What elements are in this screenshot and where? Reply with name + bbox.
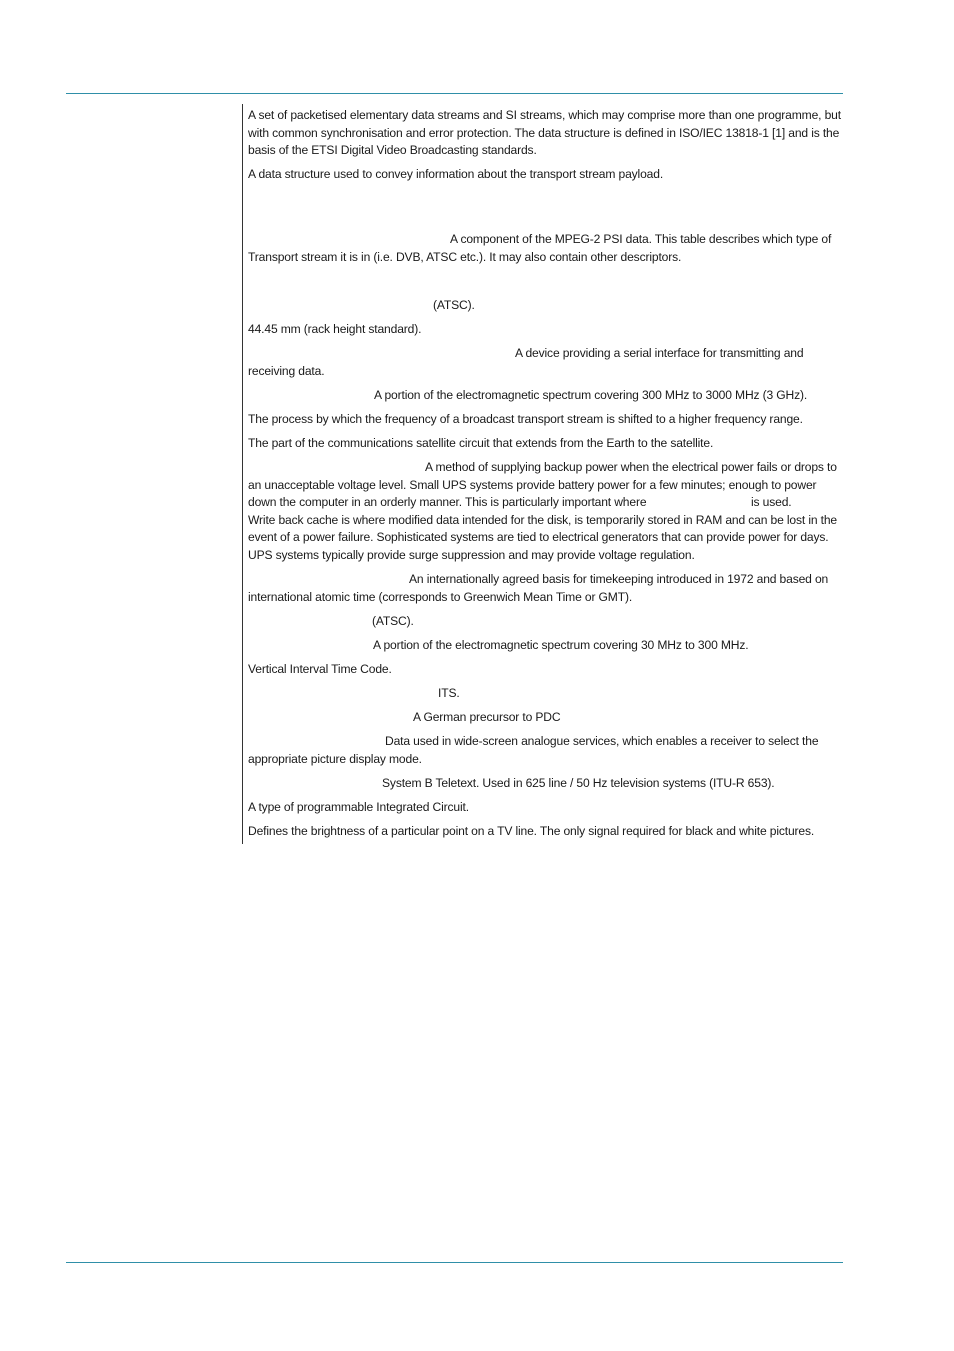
glossary-definition xyxy=(248,459,846,565)
glossary-definition xyxy=(248,661,846,679)
glossary-definition xyxy=(248,435,846,453)
definition-line: 44.45 mm (rack height standard). xyxy=(248,322,422,336)
glossary-definition xyxy=(248,571,846,606)
glossary-definition xyxy=(248,166,846,184)
definition-line: Defines the brightness of a particular point on a TV line. The only signal required for black and white pictures. xyxy=(248,824,815,838)
definition-line: event of a power failure. Sophisticated systems are tied to electrical generators that can provide power for days. xyxy=(248,530,829,545)
glossary-definition xyxy=(248,685,846,703)
definition-line: The process by which the frequency of a broadcast transport stream is shifted to a higher frequency range. xyxy=(248,412,803,426)
definition-line: A type of programmable Integrated Circuit. xyxy=(248,800,469,814)
definition-line: UPS systems typically provide surge suppression and may provide voltage regulation. xyxy=(248,547,695,562)
glossary-definition xyxy=(248,775,846,793)
definition-line: A set of packetised elementary data streams and SI streams, which may comprise more than one programme, but xyxy=(248,108,841,122)
definition-line: international atomic time (corresponds to Greenwich Mean Time or GMT). xyxy=(248,589,633,604)
definition-line: A device providing a serial interface for transmitting and xyxy=(515,346,804,360)
definition-line: (ATSC). xyxy=(433,298,475,312)
glossary-definition xyxy=(248,321,846,339)
definition-line: A component of the MPEG-2 PSI data. This table describes which type of xyxy=(450,232,832,246)
glossary-definition xyxy=(248,345,846,380)
definition-line: basis of the ETSI Digital Video Broadcasting standards. xyxy=(248,143,537,158)
definition-line: ITS. xyxy=(438,686,460,700)
definition-line: A German precursor to PDC xyxy=(413,710,561,724)
glossary-definition xyxy=(248,297,846,315)
glossary-definition xyxy=(248,799,846,817)
definition-line: with common synchronisation and error protection. The data structure is defined in ISO/IEC 13818-1 [1] and is the xyxy=(248,125,840,140)
footer-rule xyxy=(66,1262,843,1263)
definition-line: An internationally agreed basis for timekeeping introduced in 1972 and based on xyxy=(409,572,829,586)
definition-line: System B Teletext. Used in 625 line / 50 Hz television systems (ITU-R 653). xyxy=(382,776,775,790)
definition-line: A portion of the electromagnetic spectrum covering 300 MHz to 3000 MHz (3 GHz). xyxy=(374,388,808,402)
definition-line: Transport stream it is in (i.e. DVB, ATSC etc.). It may also contain other descriptors. xyxy=(248,249,682,264)
definition-line: Data used in wide-screen analogue services, which enables a receiver to select the xyxy=(385,734,819,748)
glossary-definition xyxy=(248,823,846,841)
glossary-definition xyxy=(248,411,846,429)
glossary-definition xyxy=(248,733,846,768)
glossary-definition xyxy=(248,637,846,655)
definition-line: The part of the communications satellite circuit that extends from the Earth to the satellite. xyxy=(248,436,714,450)
glossary-definition xyxy=(248,613,846,631)
definition-line: down the computer in an orderly manner. This is particularly important where xyxy=(248,495,647,510)
definition-line: Write back cache is where modified data intended for the disk, is temporarily stored in RAM and can be lost in the xyxy=(248,512,838,527)
definition-line: A portion of the electromagnetic spectrum covering 30 MHz to 300 MHz. xyxy=(373,638,749,652)
glossary-definition xyxy=(248,709,846,727)
definition-line-tail: is used. xyxy=(751,495,792,510)
definition-line: appropriate picture display mode. xyxy=(248,751,422,766)
glossary-definition xyxy=(248,387,846,405)
column-divider xyxy=(242,104,243,844)
glossary-definition xyxy=(248,231,846,266)
glossary-definition xyxy=(248,107,846,160)
header-rule xyxy=(66,93,843,94)
definition-line: Vertical Interval Time Code. xyxy=(248,662,392,676)
definition-line: receiving data. xyxy=(248,363,325,378)
definition-line: (ATSC). xyxy=(372,614,414,628)
definition-line: A data structure used to convey information about the transport stream payload. xyxy=(248,167,664,181)
definition-line: an unacceptable voltage level. Small UPS systems provide battery power for a few minutes; enough to power xyxy=(248,477,817,492)
definition-line: A method of supplying backup power when the electrical power fails or drops to xyxy=(425,460,837,474)
